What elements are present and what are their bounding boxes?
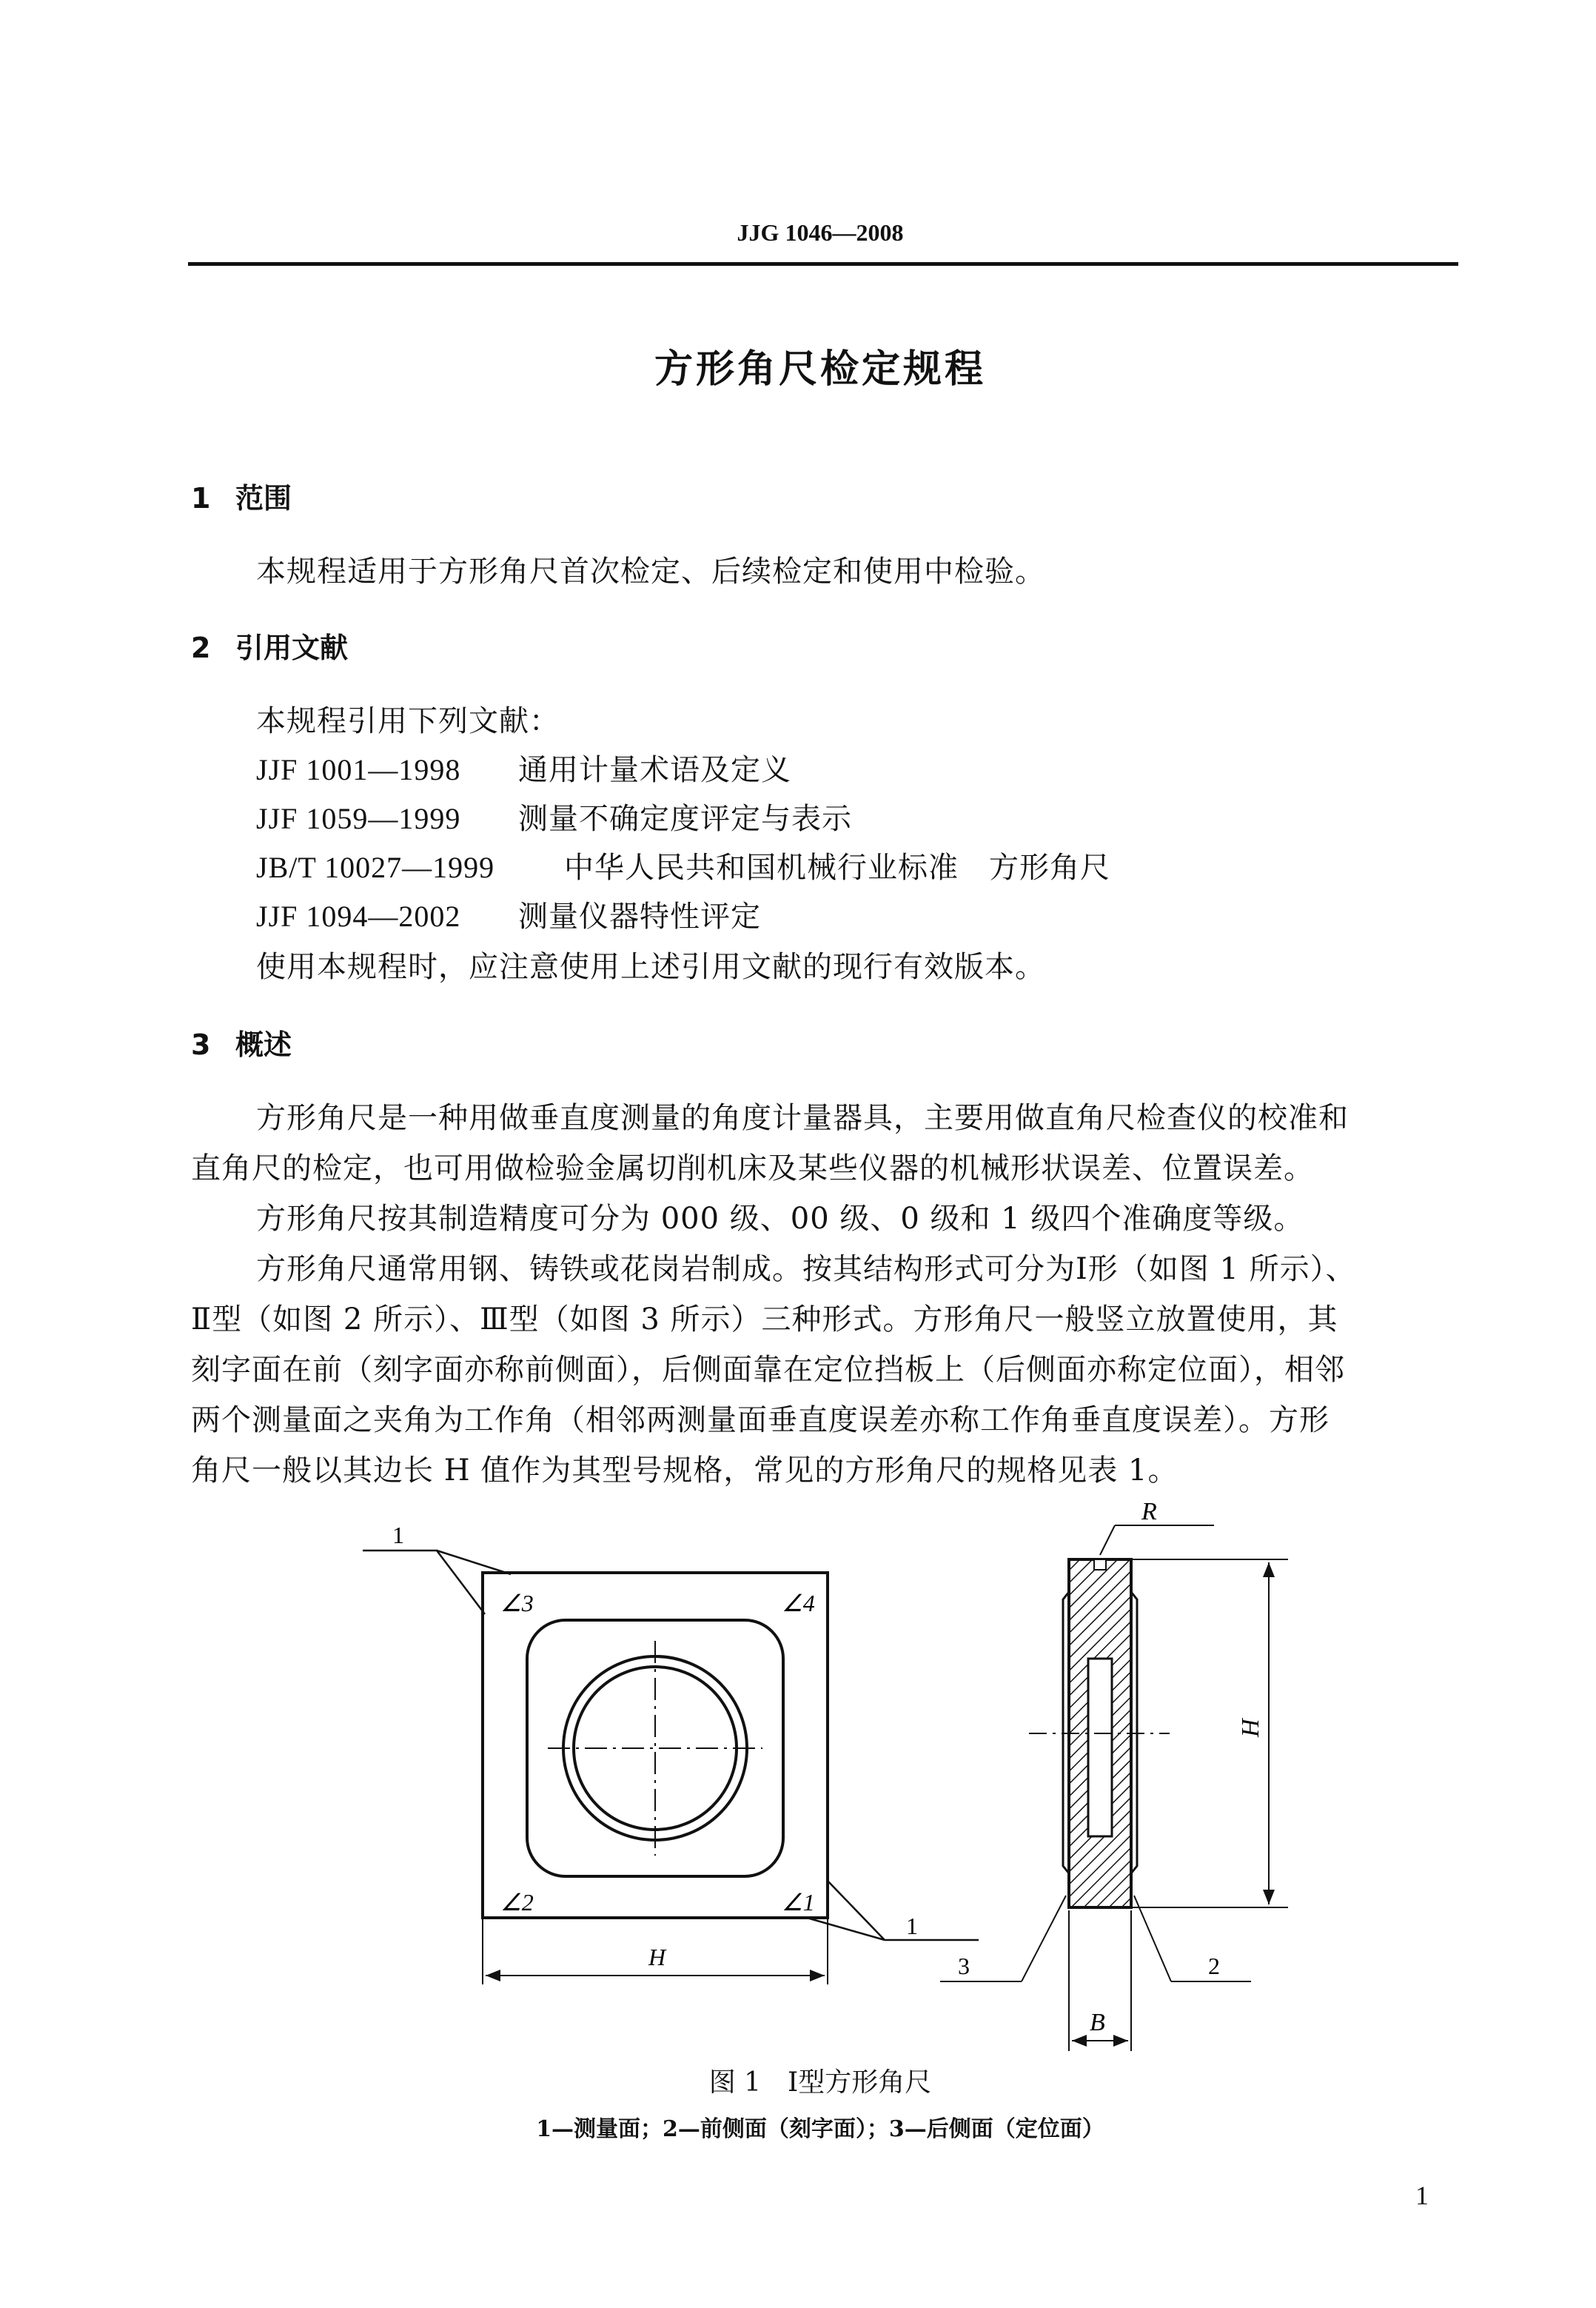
section-2-intro: 本规程引用下列文献：: [256, 704, 560, 738]
callout-2-leader-a: [1134, 1896, 1171, 1981]
reference-code: JB/T 10027—1999: [256, 851, 495, 884]
section-3-line: 两个测量面之夹角为工作角（相邻两测量面垂直度误差亦称工作角垂直度误差）。方形: [191, 1403, 1330, 1437]
side-3-label: 3: [958, 1953, 970, 1979]
reference-name: 中华人民共和国机械行业标准 方形角尺: [564, 851, 1110, 884]
side-B-label: B: [1090, 2009, 1105, 2036]
section-2-number: 2: [191, 632, 211, 664]
callout-top-label: 1: [392, 1522, 404, 1548]
page-number: 1: [1415, 2181, 1429, 2210]
section-3-line: 角尺一般以其边长 H 值作为其型号规格，常见的方形角尺的规格见表 1。: [191, 1454, 1178, 1488]
header-standard-code: JJG 1046—2008: [737, 219, 904, 246]
section-2-outro: 使用本规程时，应注意使用上述引用文献的现行有效版本。: [256, 950, 1045, 984]
section-3-line: 方形角尺是一种用做垂直度测量的角度计量器具，主要用做直角尺检查仪的校准和: [256, 1101, 1349, 1135]
callout-3-leader-a: [1022, 1896, 1066, 1981]
callout-right-label: 1: [906, 1913, 918, 1939]
section-2-title: 引用文献: [235, 632, 349, 664]
side-2-label: 2: [1208, 1953, 1220, 1979]
section-3-line: 方形角尺通常用钢、铸铁或花岗岩制成。按其结构形式可分为Ⅰ形（如图 1 所示）、: [256, 1252, 1356, 1286]
reference-code: JJF 1001—1998: [256, 753, 461, 786]
R-leader-a: [1100, 1525, 1115, 1555]
reference-name: 通用计量术语及定义: [518, 753, 791, 786]
top-groove-R: [1094, 1559, 1106, 1570]
reference-name: 测量不确定度评定与表示: [518, 802, 852, 835]
angle-1-label: ∠1: [782, 1889, 815, 1916]
section-1-body: 本规程适用于方形角尺首次检定、后续检定和使用中检验。: [256, 555, 1045, 589]
side-view: [940, 1525, 1288, 2051]
callout-leader-top-b: [437, 1551, 511, 1574]
section-3-number: 3: [191, 1028, 211, 1061]
reference-name: 测量仪器特性评定: [518, 900, 761, 933]
section-recess: [1088, 1659, 1112, 1836]
angle-4-label: ∠4: [782, 1590, 815, 1616]
section-3-line: 方形角尺按其制造精度可分为 000 级、00 级、0 级和 1 级四个准确度等级。: [256, 1202, 1304, 1236]
dim-width-label: H: [648, 1944, 666, 1970]
section-3-line: 直角尺的检定，也可用做检验金属切削机床及某些仪器的机械形状误差、位置误差。: [191, 1151, 1314, 1185]
section-3-line: 刻字面在前（刻字面亦称前侧面），后侧面靠在定位挡板上（后侧面亦称定位面），相邻: [191, 1353, 1345, 1387]
reference-code: JJF 1094—2002: [256, 900, 461, 933]
section-3-line: Ⅱ型（如图 2 所示）、Ⅲ型（如图 3 所示）三种形式。方形角尺一般竖立放置使用，其: [191, 1302, 1338, 1337]
section-3-title: 概述: [235, 1028, 292, 1061]
angle-3-label: ∠3: [500, 1590, 534, 1616]
front-view: [363, 1551, 979, 1984]
side-H-label: H: [1237, 1719, 1264, 1737]
section-1-title: 范围: [235, 482, 292, 515]
angle-2-label: ∠2: [500, 1889, 534, 1916]
section-1-number: 1: [191, 482, 211, 515]
reference-code: JJF 1059—1999: [256, 802, 461, 835]
figure-legend: 1—测量面；2—前侧面（刻字面）；3—后侧面（定位面）: [536, 2116, 1104, 2142]
figure-caption: 图 1 Ⅰ型方形角尺: [708, 2067, 932, 2098]
side-R-label: R: [1141, 1498, 1157, 1525]
page-title: 方形角尺检定规程: [654, 347, 986, 392]
